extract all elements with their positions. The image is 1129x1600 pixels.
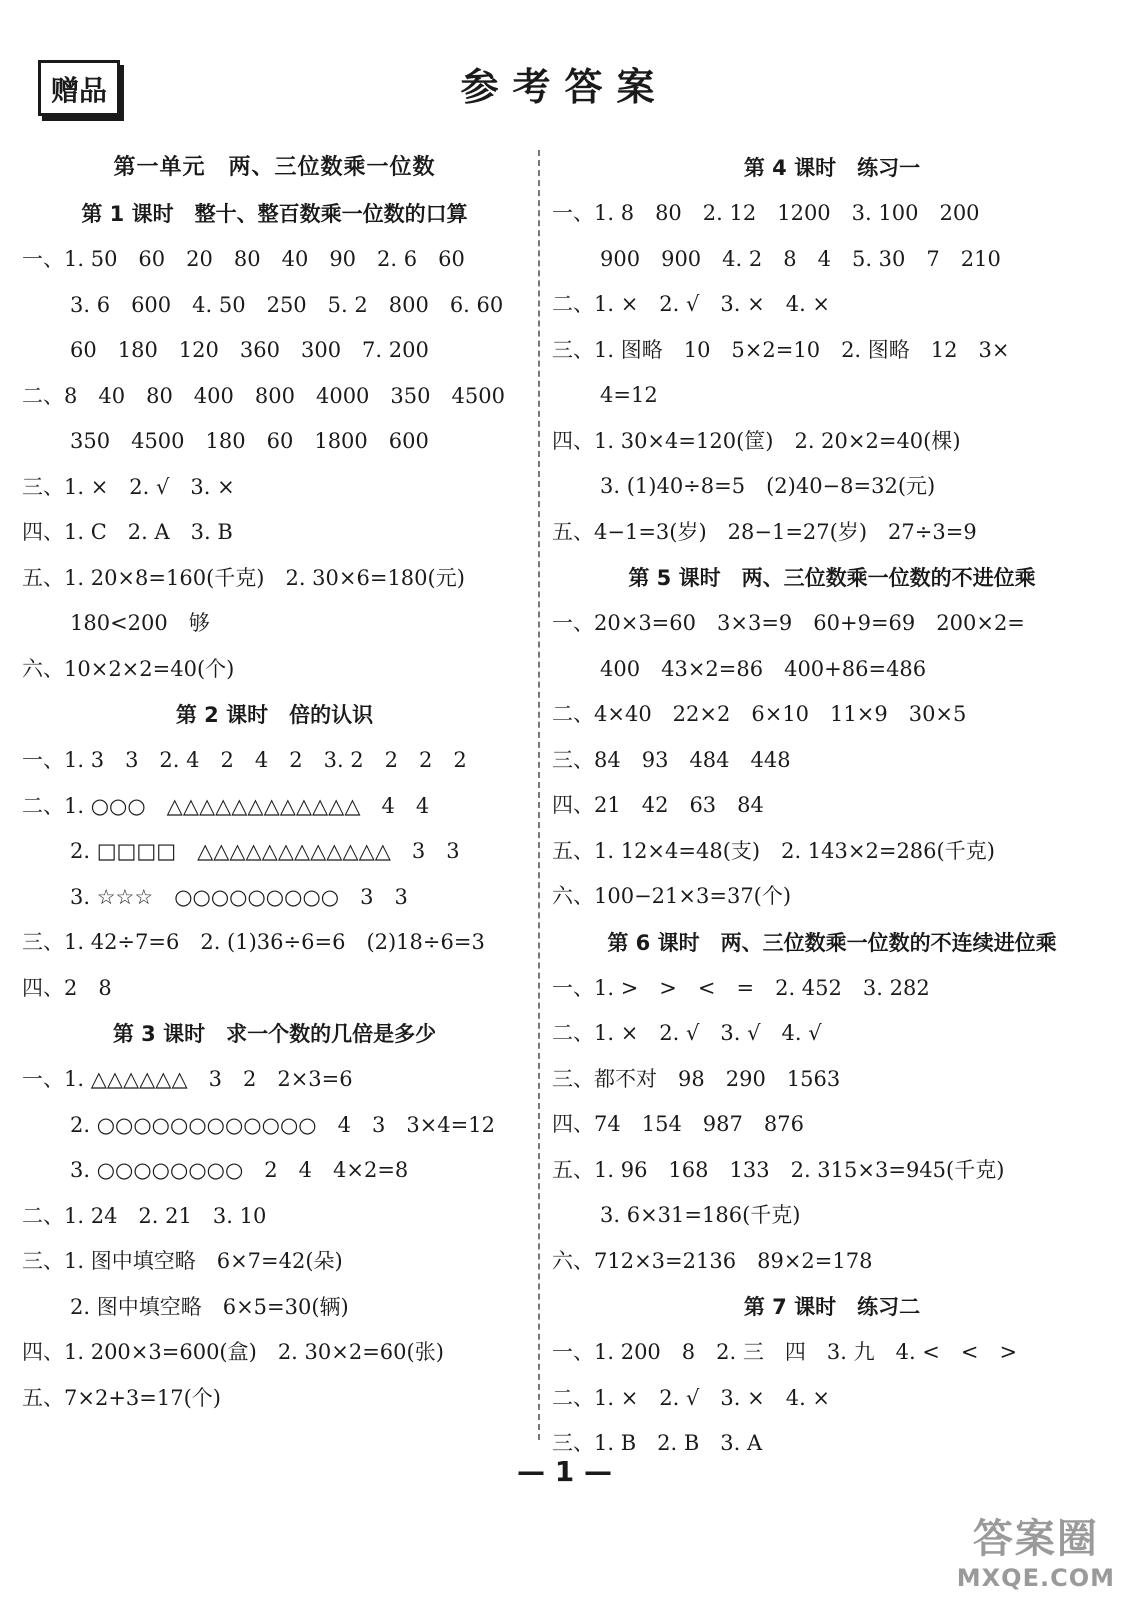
answer-line: 二、1. ○○○ △△△△△△△△△△△△ 4 4	[22, 793, 430, 818]
answer-line: 四、1. 30×4=120(筐) 2. 20×2=40(棵)	[552, 428, 961, 453]
answer-line: 900 900 4. 2 8 4 5. 30 7 210	[600, 246, 1001, 271]
page-title: 参考答案	[460, 65, 669, 109]
left-column	[22, 145, 527, 1421]
answer-line: 2. ○○○○○○○○○○○○ 4 3 3×4=12	[70, 1112, 495, 1137]
answer-line: 二、1. × 2. √ 3. × 4. ×	[552, 1385, 831, 1410]
answer-line: 三、1. 图中填空略 6×7=42(朵)	[22, 1249, 343, 1273]
answer-line: 五、1. 96 168 133 2. 315×3=945(千克)	[552, 1157, 1005, 1182]
answer-line: 六、712×3=2136 89×2=178	[552, 1248, 873, 1273]
answer-line: 四、1. 200×3=600(盒) 2. 30×2=60(张)	[22, 1340, 444, 1364]
answer-line: 五、4−1=3(岁) 28−1=27(岁) 27÷3=9	[552, 519, 977, 544]
answer-line: 四、74 154 987 876	[552, 1112, 804, 1136]
answer-line: 二、1. × 2. √ 3. √ 4. √	[552, 1021, 822, 1045]
answer-line: 350 4500 180 60 1800 600	[70, 429, 429, 453]
answer-line: 2. 图中填空略 6×5=30(辆)	[70, 1294, 349, 1319]
answer-line: 六、100−21×3=37(个)	[552, 884, 792, 908]
answer-line: 400 43×2=86 400+86=486	[600, 656, 927, 681]
answer-line: 一、1. 3 3 2. 4 2 4 2 3. 2 2 2 2	[22, 748, 467, 772]
answer-line: 四、1. C 2. A 3. B	[22, 520, 233, 544]
answer-line: 四、2 8	[22, 975, 112, 1000]
answer-line: 一、1. 8 80 2. 12 1200 3. 100 200	[552, 201, 980, 225]
answer-line: 180<200 够	[70, 611, 210, 635]
answer-line: 四、21 42 63 84	[552, 793, 764, 817]
answer-line: 二、1. × 2. √ 3. × 4. ×	[552, 292, 831, 316]
lesson-heading: 第 2 课时 倍的认识	[175, 703, 374, 727]
answer-line: 三、1. 图略 10 5×2=10 2. 图略 12 3×	[552, 337, 1010, 362]
lesson-heading: 第 4 课时 练习一	[743, 156, 921, 180]
answer-line: 3. 6×31=186(千克)	[600, 1203, 801, 1227]
unit-heading: 第一单元 两、三位数乘一位数	[113, 155, 436, 180]
answer-line: 二、8 40 80 400 800 4000 350 4500	[22, 383, 505, 408]
watermark-logo	[957, 1507, 1115, 1592]
lesson-heading: 第 5 课时 两、三位数乘一位数的不进位乘	[628, 566, 1036, 590]
lesson-heading: 第 3 课时 求一个数的几倍是多少	[112, 1022, 437, 1046]
answer-line: 一、1. 200 8 2. 三 四 3. 九 4. < < >	[552, 1340, 1018, 1364]
answer-line: 3. (1)40÷8=5 (2)40−8=32(元)	[600, 474, 936, 498]
answer-line: 五、1. 20×8=160(千克) 2. 30×6=180(元)	[22, 565, 465, 590]
answer-line: 一、1. 50 60 20 80 40 90 2. 6 60	[22, 247, 465, 271]
column-divider	[538, 150, 540, 1440]
answer-line: 二、4×40 22×2 6×10 11×9 30×5	[552, 702, 967, 726]
lesson-heading: 第 6 课时 两、三位数乘一位数的不连续进位乘	[607, 930, 1057, 955]
page-number: — 1 —	[517, 1455, 612, 1488]
answer-line: 二、1. 24 2. 21 3. 10	[22, 1203, 267, 1228]
lesson-heading: 第 1 课时 整十、整百数乘一位数的口算	[81, 202, 468, 226]
answer-line: 2. □□□□ △△△△△△△△△△△△ 3 3	[70, 839, 460, 863]
right-column	[552, 145, 1112, 1467]
answer-line: 一、1. △△△△△△ 3 2 2×3=6	[22, 1067, 353, 1091]
answer-line: 4=12	[600, 383, 658, 407]
watermark-url: MXQE.COM	[956, 1564, 1115, 1592]
answer-line: 三、1. × 2. √ 3. ×	[22, 474, 235, 499]
answer-line: 一、20×3=60 3×3=9 60+9=69 200×2=	[552, 611, 1025, 635]
answer-line: 五、7×2+3=17(个)	[22, 1385, 221, 1410]
answer-line: 60 180 120 360 300 7. 200	[70, 338, 429, 362]
answer-line: 3. 6 600 4. 50 250 5. 2 800 6. 60	[70, 292, 504, 317]
answer-line: 六、10×2×2=40(个)	[22, 656, 235, 681]
answer-line: 一、1. > > < = 2. 452 3. 282	[552, 975, 930, 1000]
answer-line: 3. ○○○○○○○○ 2 4 4×2=8	[70, 1158, 409, 1182]
answer-line: 三、都不对 98 290 1563	[552, 1066, 841, 1091]
answer-line: 三、84 93 484 448	[552, 747, 791, 772]
answer-line: 3. ☆☆☆ ○○○○○○○○○ 3 3	[70, 884, 408, 909]
lesson-heading: 第 7 课时 练习二	[743, 1295, 921, 1319]
answer-line: 三、1. 42÷7=6 2. (1)36÷6=6 (2)18÷6=3	[22, 930, 485, 954]
answer-line: 五、1. 12×4=48(支) 2. 143×2=286(千克)	[552, 838, 995, 863]
gift-badge: 赠品	[38, 60, 120, 116]
answer-line: 三、1. B 2. B 3. A	[552, 1431, 763, 1455]
watermark-main: 答案圈	[972, 1516, 1099, 1562]
